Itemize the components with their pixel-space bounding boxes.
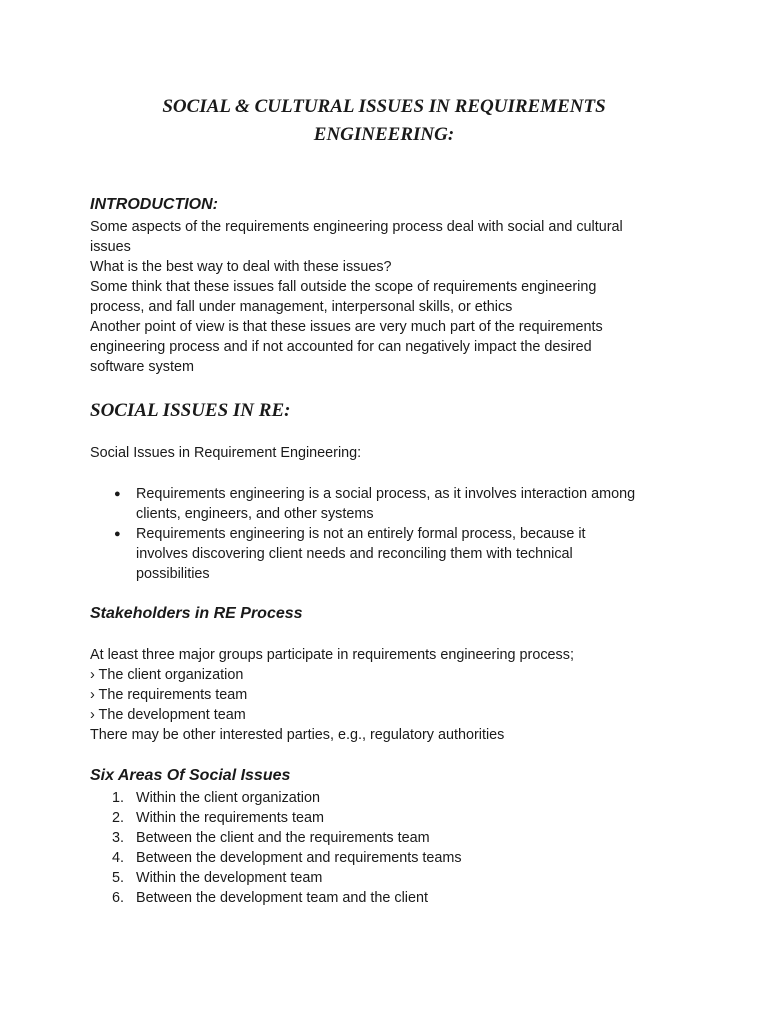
paragraph-line: › The development team <box>90 707 246 723</box>
list-item <box>90 848 685 868</box>
paragraph-line: › The client organization <box>90 667 244 683</box>
introduction-paragraph <box>90 217 685 377</box>
paragraph-line: › The requirements team <box>90 687 248 703</box>
paragraph-line: Some aspects of the requirements engineering process deal with social and cultural <box>90 219 623 235</box>
bullet-icon: ● <box>114 528 121 540</box>
list-item-text: Within the requirements team <box>136 810 324 826</box>
list-item-text: Between the client and the requirements team <box>136 830 430 846</box>
document-title <box>90 93 678 149</box>
title-line: ENGINEERING: <box>313 124 455 145</box>
social-issues-list <box>90 484 685 584</box>
list-item-line: Requirements engineering is not an entirely formal process, because it <box>136 526 586 542</box>
title-line: SOCIAL & CULTURAL ISSUES IN REQUIREMENTS <box>162 96 606 117</box>
paragraph-line: process, and fall under management, interpersonal skills, or ethics <box>90 299 513 315</box>
paragraph-line: Another point of view is that these issues are very much part of the requirements <box>90 319 603 335</box>
list-item-text: Within the client organization <box>136 790 320 806</box>
list-item-line: Requirements engineering is a social process, as it involves interaction among <box>136 486 636 502</box>
list-item <box>90 888 685 908</box>
list-item-number: 6. <box>112 890 125 906</box>
list-item <box>90 828 685 848</box>
list-item-text: Within the development team <box>136 870 323 886</box>
paragraph-line: Some think that these issues fall outside the scope of requirements engineering <box>90 279 597 295</box>
list-item-number: 3. <box>112 830 125 846</box>
paragraph-line: software system <box>90 359 194 375</box>
bullet-icon: ● <box>114 488 121 500</box>
introduction-heading: INTRODUCTION: <box>90 196 218 213</box>
paragraph-line: engineering process and if not accounted for can negatively impact the desired <box>90 339 592 355</box>
six-areas-list <box>90 788 685 908</box>
paragraph-line: There may be other interested parties, e.g., regulatory authorities <box>90 727 505 743</box>
list-item <box>90 484 685 524</box>
paragraph-line: At least three major groups participate in requirements engineering process; <box>90 647 574 663</box>
list-item-line: involves discovering client needs and reconciling them with technical <box>136 546 573 562</box>
stakeholders-paragraph <box>90 645 685 745</box>
list-item-text: Between the development team and the client <box>136 890 429 906</box>
social-issues-heading: SOCIAL ISSUES IN RE: <box>90 400 291 421</box>
list-item <box>90 808 685 828</box>
list-item <box>90 524 685 584</box>
list-item-number: 4. <box>112 850 125 866</box>
list-item <box>90 868 685 888</box>
list-item-number: 1. <box>112 790 125 806</box>
list-item-number: 2. <box>112 810 125 826</box>
list-item-text: Between the development and requirements teams <box>136 850 462 866</box>
social-issues-intro: Social Issues in Requirement Engineering: <box>90 445 362 461</box>
list-item-number: 5. <box>112 870 125 886</box>
list-item <box>90 788 685 808</box>
list-item-line: possibilities <box>136 566 210 582</box>
paragraph-line: issues <box>90 239 131 255</box>
paragraph-line: What is the best way to deal with these issues? <box>90 259 392 275</box>
list-item-line: clients, engineers, and other systems <box>136 506 374 522</box>
stakeholders-heading: Stakeholders in RE Process <box>90 605 303 622</box>
six-areas-heading: Six Areas Of Social Issues <box>90 767 291 784</box>
